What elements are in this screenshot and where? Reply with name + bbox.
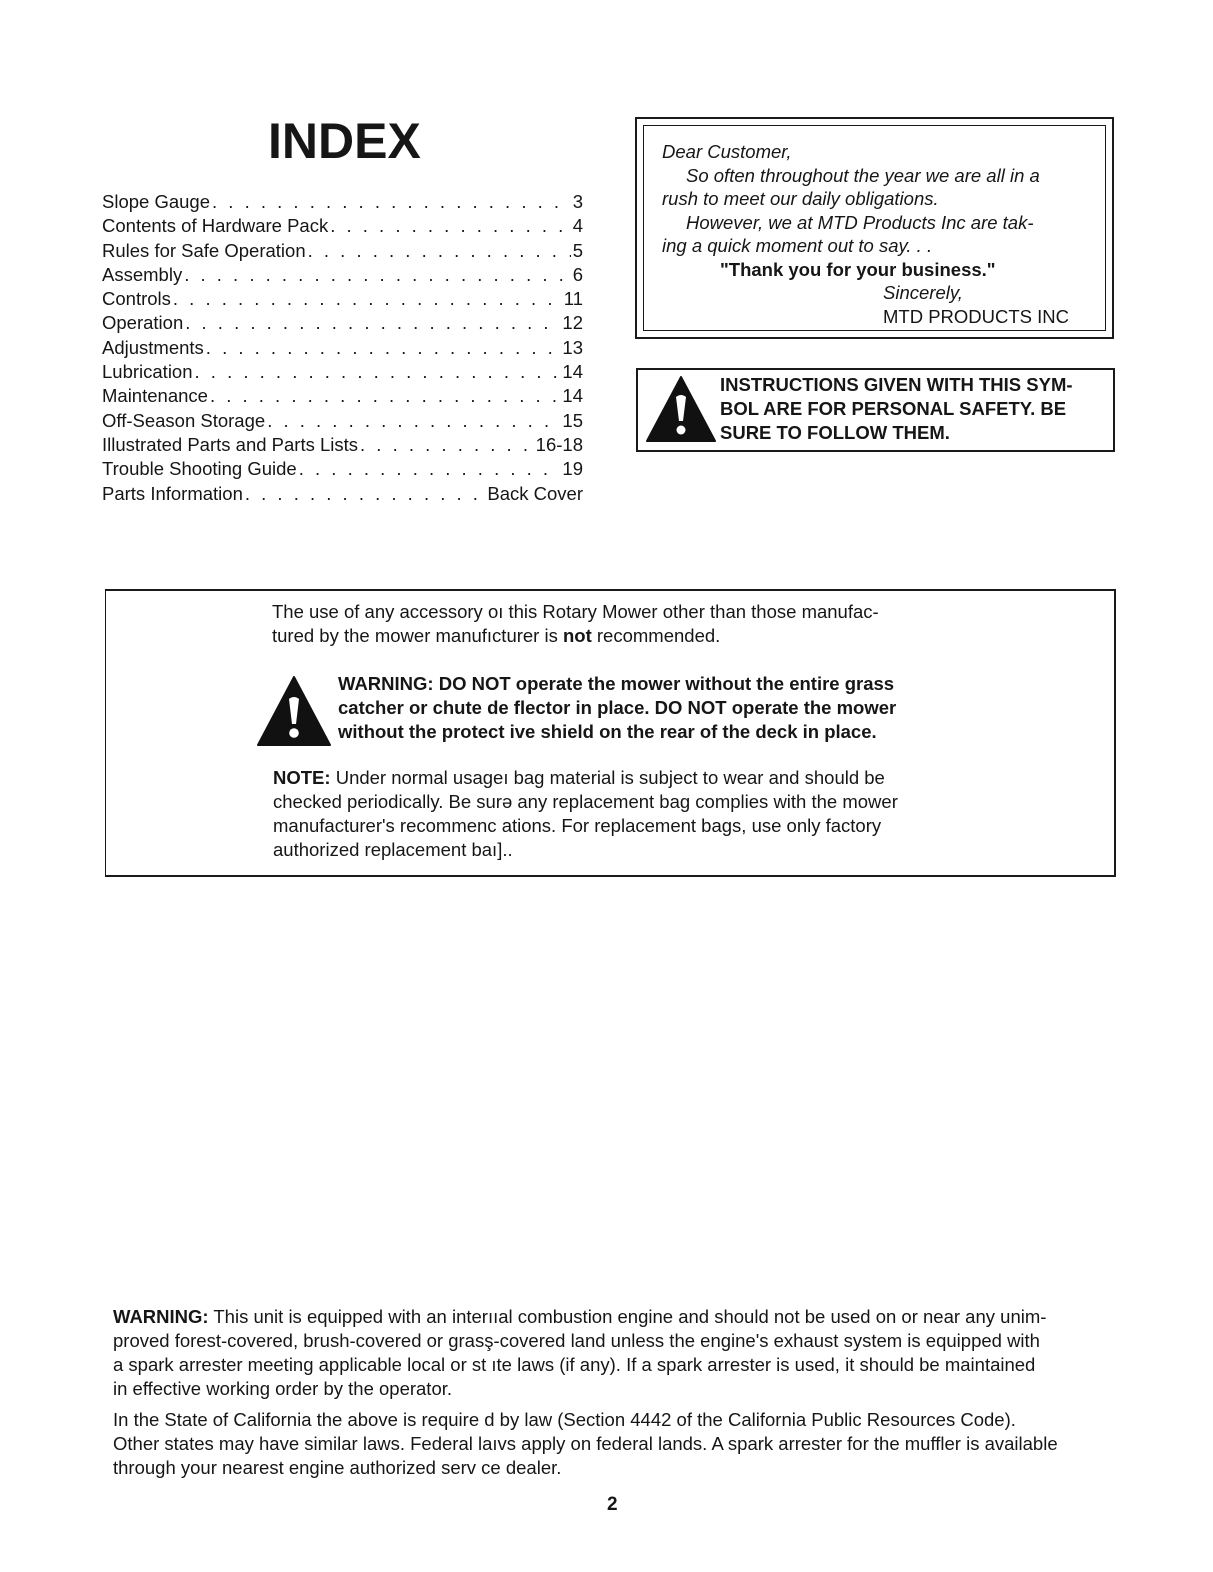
safety-line: SURE TO FOLLOW THEM. xyxy=(720,422,950,443)
warning-line: catcher or chute de flector in place. DO NOT operate the mower xyxy=(338,697,897,718)
toc-entry xyxy=(102,433,583,457)
accessory-line xyxy=(272,624,952,648)
bag-note xyxy=(273,766,953,862)
note-label: NOTE: xyxy=(273,767,331,788)
table-of-contents xyxy=(102,190,583,506)
toc-entry-page: 3 xyxy=(572,191,583,212)
accessory-statement xyxy=(272,600,952,648)
grass-catcher-warning xyxy=(338,672,958,744)
toc-entry xyxy=(102,263,583,287)
toc-entry-page: 6 xyxy=(572,263,583,285)
warning-line: a spark arrester meeting applicable local or st ıte laws (if any). If a spark arrester is used, it should be maintained xyxy=(113,1354,1036,1375)
note-line: authorized replacement baı].. xyxy=(273,839,513,860)
law-line: In the State of California the above is requirе d by law (Section 4442 of the California Public Resources Code). xyxy=(113,1409,1016,1430)
toc-entry-page: 13 xyxy=(562,336,583,358)
toc-entry-label: Adjustments xyxy=(102,336,204,358)
toc-entry-label: Operation xyxy=(102,312,184,334)
letter-line: rush to meet our daily obligations. xyxy=(662,188,939,209)
warning-text: This unit is equipped with an interııal combustion engine and should not be used on or near any unim- xyxy=(208,1306,1047,1327)
accessory-line: The use of any accessory oı this Rotary Mower other than those manufac- xyxy=(272,601,879,622)
toc-leader-dots xyxy=(330,214,570,238)
letter-company: MTD PRODUCTS INC xyxy=(883,305,1070,327)
toc-entry xyxy=(102,336,583,360)
toc-entry-label: Illustrated Parts and Parts Lists xyxy=(102,433,359,455)
note-text: Under normal usagеı bag material is subject to wear and should be xyxy=(330,767,885,788)
toc-entry-page: 11 xyxy=(563,288,583,310)
toc-entry-label: Trouble Shooting Guide xyxy=(102,458,297,480)
toc-entry-page: 4 xyxy=(572,215,583,237)
toc-entry xyxy=(102,360,583,384)
letter-line: ing a quick moment out to say. . . xyxy=(662,235,933,256)
toc-leader-dots xyxy=(206,336,561,360)
toc-leader-dots xyxy=(184,263,571,287)
toc-entry-page: 12 xyxy=(562,312,583,334)
index-title: INDEX xyxy=(268,113,421,169)
letter-thanks: "Thank you for your business." xyxy=(720,258,996,280)
safety-line: INSTRUCTIONS GIVEN WITH THIS SYM- xyxy=(720,374,1073,395)
toc-leader-dots xyxy=(195,360,561,384)
toc-entry xyxy=(102,384,583,408)
toc-entry-label: Controls xyxy=(102,288,171,310)
toc-entry xyxy=(102,311,583,335)
toc-entry xyxy=(102,457,583,481)
accessory-text: recommended. xyxy=(591,625,721,646)
toc-entry-page: Back Cover xyxy=(487,482,583,504)
letter-line: So often throughout the year we are all in a xyxy=(686,164,1040,186)
toc-entry xyxy=(102,239,583,263)
letter-closing: Sincerely, xyxy=(883,282,963,303)
warning-line: in effective working order by the operator. xyxy=(113,1378,453,1399)
toc-entry-page: 16-18 xyxy=(535,433,583,455)
note-line xyxy=(273,766,953,790)
toc-entry-label: Lubrication xyxy=(102,361,193,383)
page-number: 2 xyxy=(607,1494,618,1515)
warning-line: without the protect ive shield on the rear of the deck in place. xyxy=(338,721,877,742)
warning-line: proved forest-covered, brush-covered or grasş-covered land unless the engine's exhaust system is equipped with xyxy=(113,1330,1040,1351)
warning-triangle-icon xyxy=(645,375,717,443)
toc-leader-dots xyxy=(210,384,560,408)
toc-leader-dots xyxy=(299,457,561,481)
note-line: checked periodically. Be surə any replacement bag complies with the mower xyxy=(273,791,898,812)
toc-entry-label: Maintenance xyxy=(102,385,208,407)
toc-leader-dots xyxy=(308,239,571,263)
toc-entry-label: Assembly xyxy=(102,263,183,285)
letter-greeting: Dear Customer, xyxy=(662,141,792,162)
warning-triangle-icon xyxy=(256,675,332,747)
toc-entry-label: Slope Gauge xyxy=(102,191,211,212)
warning-label: WARNING: xyxy=(113,1306,209,1327)
accessory-emphasis: not xyxy=(562,625,592,646)
toc-entry-page: 14 xyxy=(562,385,583,407)
california-law-paragraph xyxy=(113,1408,1125,1480)
toc-entry xyxy=(102,190,583,214)
toc-entry-label: Parts Information xyxy=(102,482,243,504)
note-line: manufacturer's recommenc ations. For replacement bags, use only factory xyxy=(273,815,882,836)
accessory-text: tured by the mower manufıcturer is xyxy=(272,625,563,646)
toc-leader-dots xyxy=(185,311,560,335)
toc-entry xyxy=(102,287,583,311)
toc-entry-page: 14 xyxy=(562,361,583,383)
toc-entry-label: Contents of Hardware Pack xyxy=(102,215,329,237)
spark-arrester-warning xyxy=(113,1305,1125,1401)
toc-entry-label: Off-Season Storage xyxy=(102,409,266,431)
law-line: through your nearest engine authorized serv ce dealer. xyxy=(113,1457,562,1478)
toc-entry-page: 15 xyxy=(562,409,583,431)
toc-entry-label: Rules for Safe Operation xyxy=(102,239,306,261)
toc-leader-dots xyxy=(267,409,560,433)
toc-leader-dots xyxy=(212,190,571,214)
safety-instructions xyxy=(720,373,1110,445)
warning-line: WARNING: DO NOТ operate the mower without the entire grass xyxy=(338,673,895,694)
toc-leader-dots xyxy=(173,287,562,311)
toc-leader-dots xyxy=(360,433,534,457)
toc-entry xyxy=(102,409,583,433)
toc-entry-page: 19 xyxy=(562,458,583,480)
toc-entry xyxy=(102,482,583,506)
toc-entry xyxy=(102,214,583,238)
law-line: Other states may have similar laws. Federal laıvs apply on federal lands. A spark arrester for the muffler is available xyxy=(113,1433,1058,1454)
safety-line: BOL ARE FOR PERSONAL SAFETY. BE xyxy=(720,398,1067,419)
letter-line: However, we at MTD Products Inc are tak- xyxy=(686,211,1034,233)
toc-entry-page: 5 xyxy=(572,239,583,261)
customer-letter xyxy=(662,140,1087,328)
warning-line xyxy=(113,1305,1125,1329)
toc-leader-dots xyxy=(245,482,486,506)
